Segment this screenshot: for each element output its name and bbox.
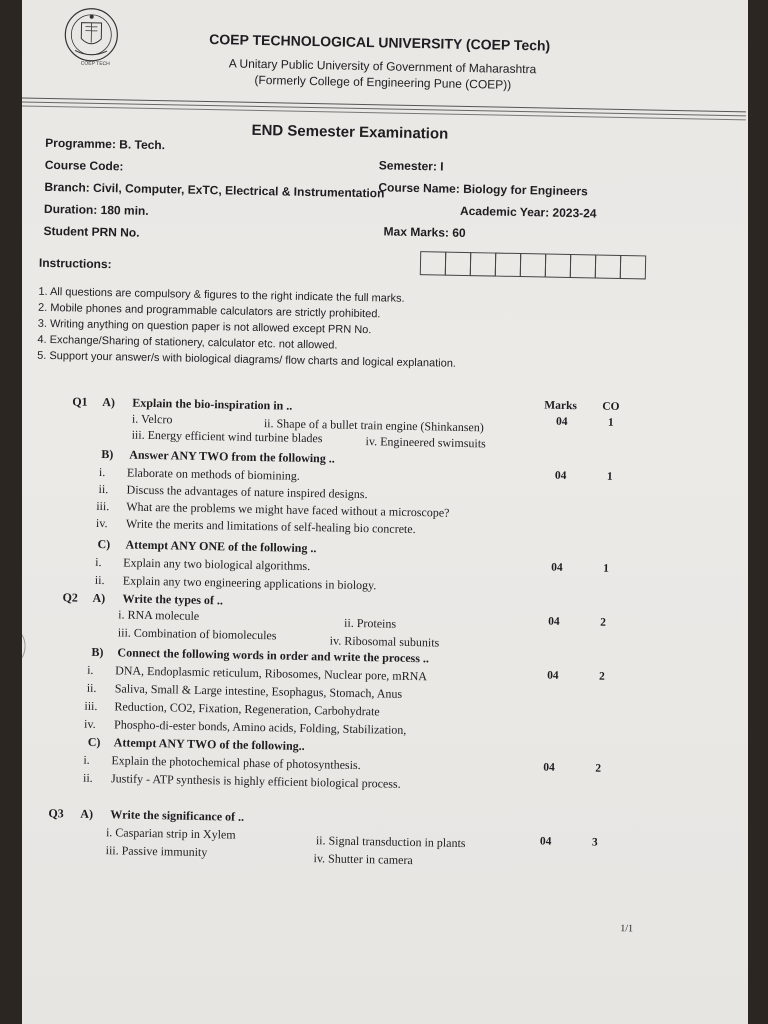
max-marks: Max Marks: 60 xyxy=(383,224,466,240)
sub-question-title: Answer ANY TWO from the following .. xyxy=(129,447,335,466)
university-seal-logo xyxy=(61,6,122,67)
prn-digit-box[interactable] xyxy=(620,255,646,279)
prn-digit-box[interactable] xyxy=(495,253,521,277)
prn-digit-box[interactable] xyxy=(595,254,621,278)
marks-value: 04 xyxy=(551,561,563,574)
sub-question-label: C) xyxy=(97,536,111,552)
logo-caption: COEP TECH xyxy=(80,60,110,68)
instruction-item: 1. All questions are compulsory & figures to the right indicate the full marks. xyxy=(38,285,405,305)
course-name: Course Name: Biology for Engineers xyxy=(378,180,588,199)
thumb-shadow xyxy=(22,629,26,663)
prn-digit-box[interactable] xyxy=(570,254,596,278)
option-text: iii. Combination of biomolecules xyxy=(117,625,277,643)
sub-question-label: B) xyxy=(91,644,104,660)
item-number: iv. xyxy=(95,515,108,531)
option-text: i. RNA molecule xyxy=(118,607,200,623)
programme: Programme: B. Tech. xyxy=(45,135,166,153)
prn-digit-box[interactable] xyxy=(420,251,446,275)
option-text: iii. Energy efficient wind turbine blades xyxy=(131,427,323,446)
question-number: Q3 xyxy=(48,806,64,821)
former-name: (Formerly College of Engineering Pune (COEP)) xyxy=(254,72,512,92)
item-text: Explain any two biological algorithms. xyxy=(123,555,311,574)
co-value: 2 xyxy=(598,670,605,683)
item-text: Phospho-di-ester bonds, Amino acids, Folding, Stabilization, xyxy=(113,717,407,737)
sub-question-title: Write the significance of .. xyxy=(110,807,245,824)
option-text: iv. Engineered swimsuits xyxy=(365,434,486,451)
item-number: ii. xyxy=(94,572,105,588)
prn-digit-box[interactable] xyxy=(520,253,546,277)
item-number: i. xyxy=(87,662,94,677)
item-text: Write the merits and limitations of self-healing bio concrete. xyxy=(125,516,416,537)
item-number: iii. xyxy=(96,498,110,514)
instruction-item: 2. Mobile phones and programmable calculators are strictly prohibited. xyxy=(37,301,381,321)
item-text: What are the problems we might have faced without a microscope? xyxy=(126,499,450,520)
semester: Semester: I xyxy=(378,158,444,174)
sub-question-label: B) xyxy=(101,447,114,462)
item-text: Elaborate on methods of biomining. xyxy=(126,465,301,483)
sub-question-label: A) xyxy=(92,590,106,606)
option-text: iii. Passive immunity xyxy=(105,843,208,860)
header-divider xyxy=(22,97,746,112)
sub-question-label: C) xyxy=(87,734,101,750)
prn-entry-boxes[interactable] xyxy=(421,251,646,279)
option-text: iv. Shutter in camera xyxy=(313,851,413,868)
exam-paper xyxy=(22,0,748,1024)
course-code: Course Code: xyxy=(44,157,124,174)
option-text: i. Casparian strip in Xylem xyxy=(105,825,236,842)
item-text: Discuss the advantages of nature inspired designs. xyxy=(126,482,368,502)
sub-question-label: A) xyxy=(80,806,94,821)
marks-column-header: Marks xyxy=(544,399,578,413)
sub-question-title: Explain the bio-inspiration in .. xyxy=(132,395,293,413)
option-text: ii. Signal transduction in plants xyxy=(315,833,466,851)
university-name: COEP TECHNOLOGICAL UNIVERSITY (COEP Tech) xyxy=(209,31,551,54)
item-number: i. xyxy=(98,464,106,480)
student-prn-label: Student PRN No. xyxy=(43,223,140,240)
marks-value: 04 xyxy=(554,469,567,482)
item-text: Justify - ATP synthesis is highly efficient biological process. xyxy=(110,771,401,791)
sub-question-title: Attempt ANY TWO of the following.. xyxy=(113,735,305,753)
item-text: DNA, Endoplasmic reticulum, Ribosomes, Nuclear pore, mRNA xyxy=(115,663,428,684)
marks-value: 04 xyxy=(539,835,552,848)
co-value: 2 xyxy=(595,762,602,775)
co-value: 3 xyxy=(591,836,598,849)
sub-question-title: Attempt ANY ONE of the following .. xyxy=(125,537,317,556)
option-text: i. Velcro xyxy=(131,411,173,427)
co-value: 1 xyxy=(603,562,610,575)
co-value: 1 xyxy=(607,416,614,429)
prn-digit-box[interactable] xyxy=(445,252,471,276)
instruction-item: 4. Exchange/Sharing of stationery, calculator etc. not allowed. xyxy=(37,333,338,352)
instruction-item: 3. Writing anything on question paper is not allowed except PRN No. xyxy=(37,317,372,337)
option-text: ii. Proteins xyxy=(343,615,397,631)
item-number: iii. xyxy=(84,698,98,714)
option-text: ii. Shape of a bullet train engine (Shinkansen) xyxy=(263,416,484,435)
co-value: 1 xyxy=(606,470,613,483)
item-number: ii. xyxy=(86,680,97,695)
item-text: Saliva, Small & Large intestine, Esophagus, Stomach, Anus xyxy=(114,681,403,701)
exam-title: END Semester Examination xyxy=(251,121,449,143)
item-number: ii. xyxy=(98,481,109,497)
university-subtitle: A Unitary Public University of Government of Maharashtra xyxy=(228,56,537,77)
item-text: Reduction, CO2, Fixation, Regeneration, Carbohydrate xyxy=(114,699,380,719)
sub-question-title: Connect the following words in order and write the process .. xyxy=(117,645,430,666)
co-value: 2 xyxy=(600,616,607,629)
marks-value: 04 xyxy=(543,761,555,774)
item-text: Explain any two engineering applications in biology. xyxy=(122,573,377,593)
item-text: Explain the photochemical phase of photosynthesis. xyxy=(111,753,361,773)
item-number: iv. xyxy=(83,716,96,731)
prn-digit-box[interactable] xyxy=(545,254,571,278)
marks-value: 04 xyxy=(548,615,560,628)
duration: Duration: 180 min. xyxy=(43,201,149,218)
question-number: Q2 xyxy=(62,590,79,605)
prn-digit-box[interactable] xyxy=(470,252,496,276)
marks-value: 04 xyxy=(555,415,568,428)
item-number: i. xyxy=(83,752,90,767)
instruction-item: 5. Support your answer/s with biological diagrams/ flow charts and logical explanation. xyxy=(37,349,457,370)
option-text: iv. Ribosomal subunits xyxy=(329,633,440,650)
item-number: ii. xyxy=(82,770,93,785)
academic-year: Academic Year: 2023-24 xyxy=(459,203,597,221)
branch: Branch: Civil, Computer, ExTC, Electrical & Instrumentation xyxy=(44,179,385,201)
co-column-header: CO xyxy=(602,400,620,413)
instructions-label: Instructions: xyxy=(38,255,112,272)
paper-content xyxy=(22,0,748,1024)
page-number: 1/1 xyxy=(620,923,634,935)
sub-question-title: Write the types of .. xyxy=(122,591,224,608)
sub-question-label: A) xyxy=(102,395,116,410)
marks-value: 04 xyxy=(547,669,559,682)
item-number: i. xyxy=(95,554,102,570)
question-number: Q1 xyxy=(72,394,88,409)
